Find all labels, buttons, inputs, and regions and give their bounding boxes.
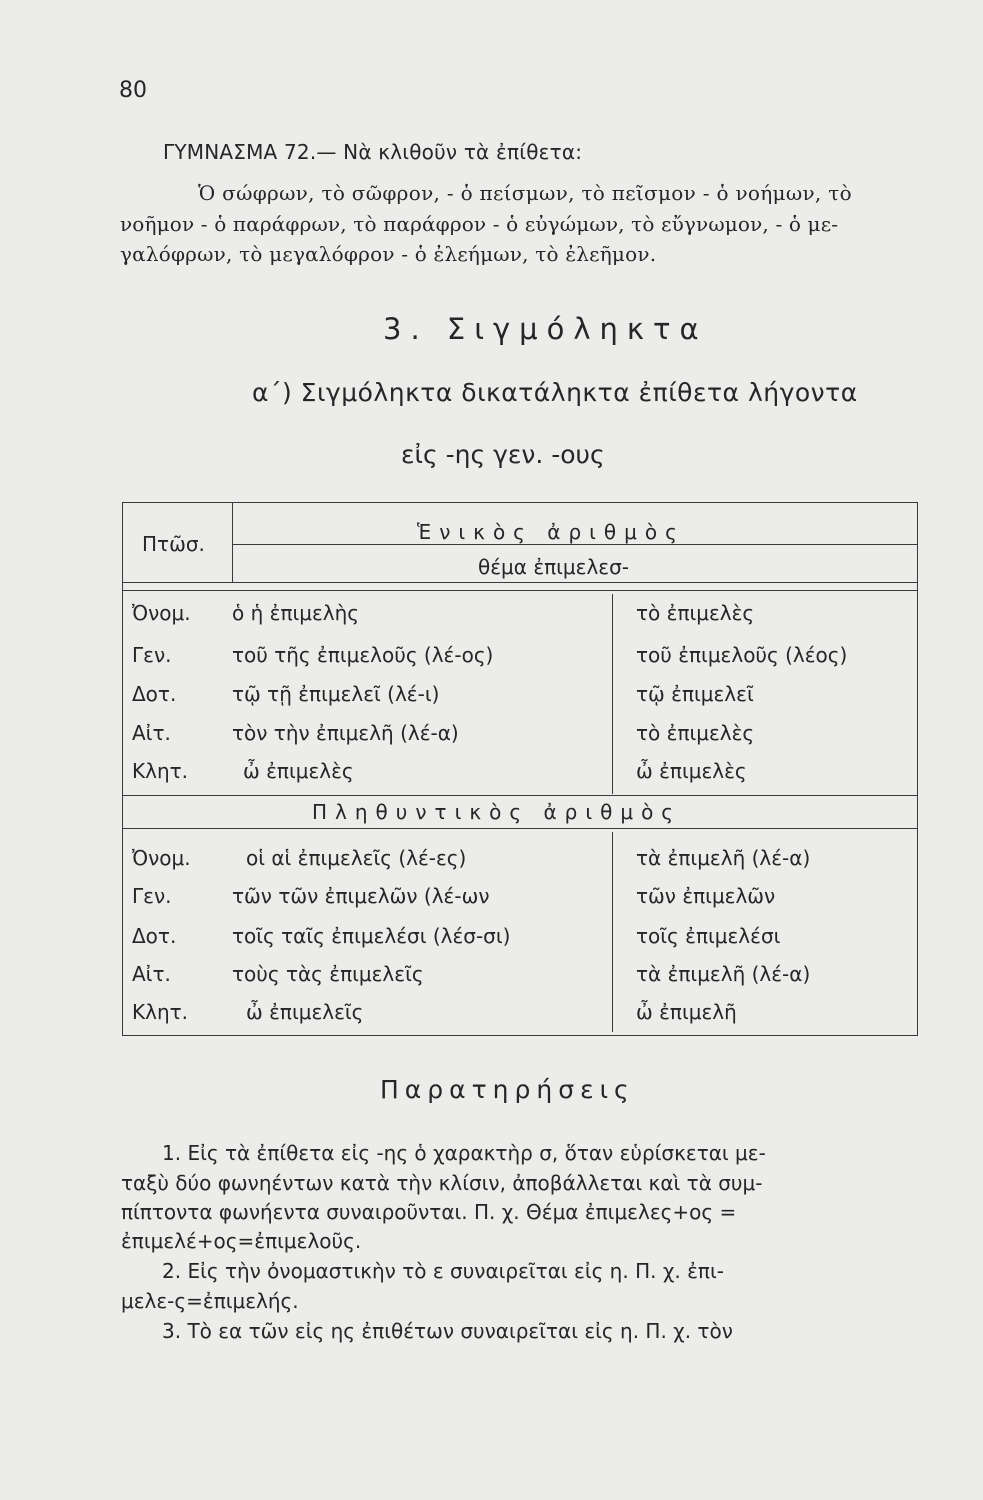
plural-masc: τοὺς τὰς ἐπιμελεῖς [232, 962, 424, 986]
plural-masc: τοῖς ταῖς ἐπιμελέσι (λέσ-σι) [232, 924, 511, 948]
singular-masc: ὦ ἐπιμελὲς [243, 759, 354, 783]
singular-case: Αἰτ. [132, 721, 171, 745]
plural-neut: τὰ ἐπιμελῆ (λέ-α) [636, 962, 811, 986]
section-subtitle: α΄) Σιγμόληκτα δικατάληκτα ἐπίθετα λήγοντα [252, 378, 858, 407]
page-number: 80 [119, 78, 147, 103]
plural-neut: ὦ ἐπιμελῆ [636, 1000, 737, 1024]
table-top-rule [122, 502, 918, 503]
table-right-border [917, 502, 918, 1035]
plural-case: Κλητ. [132, 1000, 189, 1024]
table-header-rule [232, 544, 918, 545]
plural-neut: τῶν ἐπιμελῶν [636, 884, 776, 908]
observation-line: 2. Εἰς τὴν ὀνομαστικὴν τὸ ε συναιρεῖται εἰς η. Π. χ. ἐπι- [162, 1259, 724, 1283]
singular-case: Δοτ. [132, 682, 177, 706]
singular-neut: τῷ ἐπιμελεῖ [636, 682, 754, 706]
table-header-bottom-rule [122, 582, 918, 583]
exercise-line: γαλόφρων, τὸ μεγαλόφρον - ὁ ἐλεήμων, τὸ ἐλεῆμον. [120, 242, 657, 266]
observation-line: ταξὺ δύο φωνηέντων κατὰ τὴν κλίσιν, ἀποβάλλεται καὶ τὰ συμ- [121, 1171, 763, 1195]
singular-masc: τῷ τῇ ἐπιμελεῖ (λέ-ι) [232, 682, 440, 706]
plural-masc: ὦ ἐπιμελεῖς [246, 1000, 364, 1024]
singular-neut: τοῦ ἐπιμελοῦς (λέος) [636, 643, 848, 667]
plural-header: Πληθυντικὸς ἀριθμὸς [312, 800, 682, 824]
observation-line: μελε-ς=ἐπιμελής. [121, 1289, 299, 1313]
singular-masc: ὁ ἡ ἐπιμελὴς [232, 601, 360, 625]
observation-line: 1. Εἰς τὰ ἐπίθετα εἰς -ης ὁ χαρακτὴρ σ, ὅταν εὑρίσκεται με- [162, 1141, 766, 1165]
observation-line: ἐπιμελέ+ος=ἐπιμελοῦς. [121, 1229, 362, 1253]
plural-header-rule [122, 828, 918, 829]
singular-masc: τοῦ τῆς ἐπιμελοῦς (λέ-ος) [232, 643, 494, 667]
plural-gender-divider [612, 832, 613, 1032]
case-header: Πτῶσ. [142, 532, 205, 556]
singular-bottom-rule [122, 795, 918, 796]
singular-case: Κλητ. [132, 759, 189, 783]
observation-line: 3. Τὸ εα τῶν εἰς ης ἐπιθέτων συναιρεῖται εἰς η. Π. χ. τὸν [162, 1319, 733, 1343]
section-subtitle-endings: εἰς -ης γεν. -ους [401, 440, 605, 469]
singular-masc: τὸν τὴν ἐπιμελῆ (λέ-α) [232, 721, 459, 745]
singular-neut: ὦ ἐπιμελὲς [636, 759, 747, 783]
table-header-bottom-rule [122, 590, 918, 591]
plural-case: Ὀνομ. [132, 846, 191, 870]
observations-heading: Παρατηρήσεις [380, 1075, 635, 1104]
plural-case: Γεν. [132, 884, 172, 908]
singular-case: Ὀνομ. [132, 601, 191, 625]
table-left-border [122, 502, 123, 1035]
plural-neut: τοῖς ἐπιμελέσι [636, 924, 781, 948]
exercise-line: Ὁ σώφρων, τὸ σῶφρον, - ὁ πείσμων, τὸ πεῖσμον - ὁ νοήμων, τὸ [198, 181, 852, 205]
plural-case: Αἰτ. [132, 962, 171, 986]
case-column-divider [232, 502, 233, 582]
section-title: 3. Σιγμόληκτα [383, 312, 708, 346]
exercise-heading: ΓΥΜΝΑΣΜΑ 72.— Νὰ κλιθοῦν τὰ ἐπίθετα: [163, 140, 583, 164]
singular-neut: τὸ ἐπιμελὲς [636, 721, 755, 745]
stem-header: θέμα ἐπιμελεσ- [478, 555, 630, 579]
plural-case: Δοτ. [132, 924, 177, 948]
plural-masc: τῶν τῶν ἐπιμελῶν (λέ-ων [232, 884, 490, 908]
plural-neut: τὰ ἐπιμελῆ (λέ-α) [636, 846, 811, 870]
table-bottom-rule [122, 1035, 918, 1036]
singular-header: Ἑνικὸς ἀριθμὸς [417, 520, 685, 544]
observation-line: πίπτοντα φωνήεντα συναιροῦνται. Π. χ. Θέμα ἐπιμελες+ος = [121, 1200, 737, 1224]
singular-gender-divider [612, 594, 613, 794]
plural-masc: οἱ αἱ ἐπιμελεῖς (λέ-ες) [246, 846, 467, 870]
singular-case: Γεν. [132, 643, 172, 667]
exercise-line: νοῆμον - ὁ παράφρων, τὸ παράφρον - ὁ εὐγώμων, τὸ εὔγνωμον, - ὁ με- [120, 212, 839, 236]
singular-neut: τὸ ἐπιμελὲς [636, 601, 755, 625]
